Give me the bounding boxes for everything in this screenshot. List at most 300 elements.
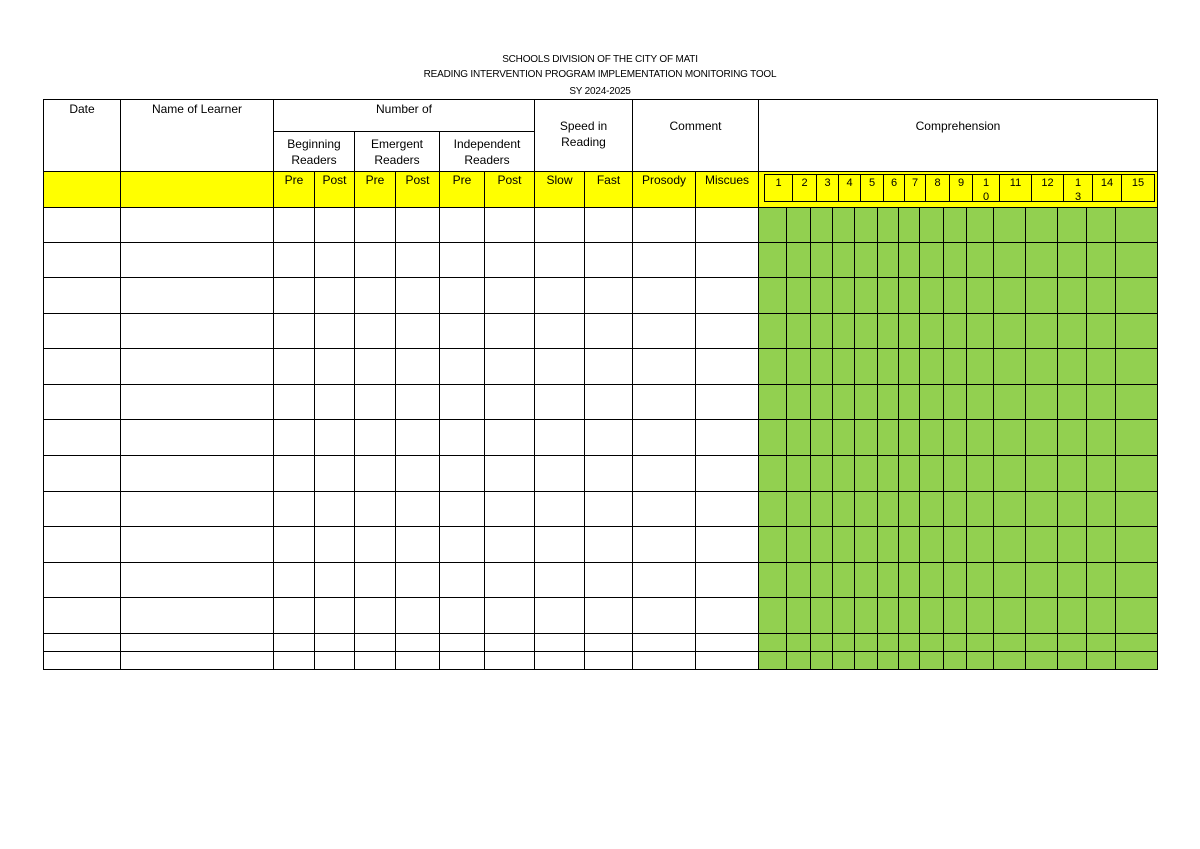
row-11-cell-8	[484, 562, 535, 598]
row-13-comprehension-7	[898, 633, 920, 652]
row-13-cell-2	[120, 633, 274, 652]
row-8-comprehension-12	[1025, 455, 1058, 492]
row-2-cell-6	[395, 242, 440, 278]
row-11-cell-4	[314, 562, 355, 598]
row-4-comprehension-8	[919, 313, 944, 349]
row-8-comprehension-1	[758, 455, 787, 492]
row-1-comprehension-8	[919, 207, 944, 243]
row-11-comprehension-9	[943, 562, 967, 598]
row-5-cell-11	[632, 348, 696, 385]
row-14-cell-11	[632, 651, 696, 670]
row-8-comprehension-8	[919, 455, 944, 492]
row-1-cell-4	[314, 207, 355, 243]
miscues-label: Miscues	[695, 171, 759, 208]
row-14-cell-9	[534, 651, 585, 670]
row-6-cell-8	[484, 384, 535, 420]
row-3-cell-7	[439, 277, 485, 314]
row-14-comprehension-15	[1115, 651, 1158, 670]
row-13-comprehension-9	[943, 633, 967, 652]
row-10-comprehension-2	[786, 526, 811, 563]
row-9-comprehension-2	[786, 491, 811, 527]
row-12-cell-12	[695, 597, 759, 634]
row-13-cell-4	[314, 633, 355, 652]
row-9-cell-8	[484, 491, 535, 527]
row-12-cell-1	[43, 597, 121, 634]
date-subheader	[43, 171, 121, 208]
row-13-comprehension-5	[854, 633, 878, 652]
row-12-comprehension-6	[877, 597, 899, 634]
row-14-comprehension-5	[854, 651, 878, 670]
row-14-comprehension-12	[1025, 651, 1058, 670]
comprehension-item-13: 1 3	[1063, 174, 1093, 202]
row-10-comprehension-10	[966, 526, 994, 563]
row-3-comprehension-10	[966, 277, 994, 314]
emergent-readers-header: Emergent Readers	[354, 131, 440, 172]
row-6-comprehension-6	[877, 384, 899, 420]
row-7-cell-9	[534, 419, 585, 456]
row-8-cell-4	[314, 455, 355, 492]
row-9-cell-4	[314, 491, 355, 527]
row-8-comprehension-14	[1086, 455, 1116, 492]
row-7-cell-10	[584, 419, 633, 456]
row-12-comprehension-12	[1025, 597, 1058, 634]
row-13-comprehension-2	[786, 633, 811, 652]
row-5-comprehension-3	[810, 348, 833, 385]
row-13-comprehension-3	[810, 633, 833, 652]
row-3-cell-1	[43, 277, 121, 314]
comprehension-item-8: 8	[925, 174, 950, 202]
row-1-comprehension-6	[877, 207, 899, 243]
row-6-cell-6	[395, 384, 440, 420]
row-11-cell-1	[43, 562, 121, 598]
row-5-cell-5	[354, 348, 396, 385]
row-3-cell-5	[354, 277, 396, 314]
number-of-header: Number of	[273, 99, 535, 132]
row-6-comprehension-5	[854, 384, 878, 420]
row-5-comprehension-5	[854, 348, 878, 385]
learner-subheader	[120, 171, 274, 208]
row-5-cell-8	[484, 348, 535, 385]
row-14-cell-10	[584, 651, 633, 670]
row-4-cell-12	[695, 313, 759, 349]
row-12-cell-9	[534, 597, 585, 634]
row-12-comprehension-10	[966, 597, 994, 634]
row-5-comprehension-9	[943, 348, 967, 385]
learner-header: Name of Learner	[120, 99, 274, 172]
row-7-cell-8	[484, 419, 535, 456]
row-10-cell-9	[534, 526, 585, 563]
row-4-comprehension-15	[1115, 313, 1158, 349]
row-8-comprehension-15	[1115, 455, 1158, 492]
row-3-cell-4	[314, 277, 355, 314]
row-14-comprehension-7	[898, 651, 920, 670]
row-8-comprehension-7	[898, 455, 920, 492]
row-2-cell-3	[273, 242, 315, 278]
row-4-cell-5	[354, 313, 396, 349]
row-14-comprehension-2	[786, 651, 811, 670]
row-3-comprehension-12	[1025, 277, 1058, 314]
row-9-comprehension-8	[919, 491, 944, 527]
row-4-cell-11	[632, 313, 696, 349]
row-11-comprehension-12	[1025, 562, 1058, 598]
independent-readers-header: Independent Readers	[439, 131, 535, 172]
row-6-comprehension-2	[786, 384, 811, 420]
row-3-comprehension-6	[877, 277, 899, 314]
comprehension-item-9: 9	[949, 174, 973, 202]
row-4-cell-7	[439, 313, 485, 349]
row-6-comprehension-4	[832, 384, 855, 420]
row-14-cell-1	[43, 651, 121, 670]
row-13-comprehension-8	[919, 633, 944, 652]
row-2-comprehension-11	[993, 242, 1026, 278]
row-11-comprehension-3	[810, 562, 833, 598]
row-10-cell-10	[584, 526, 633, 563]
row-6-cell-2	[120, 384, 274, 420]
row-11-comprehension-10	[966, 562, 994, 598]
row-5-comprehension-8	[919, 348, 944, 385]
row-12-comprehension-11	[993, 597, 1026, 634]
row-8-comprehension-3	[810, 455, 833, 492]
row-4-comprehension-1	[758, 313, 787, 349]
beginning-readers-header: Beginning Readers	[273, 131, 355, 172]
row-7-cell-2	[120, 419, 274, 456]
row-1-cell-10	[584, 207, 633, 243]
row-7-cell-12	[695, 419, 759, 456]
row-5-comprehension-4	[832, 348, 855, 385]
row-8-cell-11	[632, 455, 696, 492]
row-1-cell-12	[695, 207, 759, 243]
row-9-cell-2	[120, 491, 274, 527]
row-1-comprehension-11	[993, 207, 1026, 243]
row-1-comprehension-12	[1025, 207, 1058, 243]
row-6-comprehension-15	[1115, 384, 1158, 420]
row-8-cell-6	[395, 455, 440, 492]
row-12-comprehension-3	[810, 597, 833, 634]
row-8-cell-8	[484, 455, 535, 492]
row-13-cell-9	[534, 633, 585, 652]
row-8-cell-7	[439, 455, 485, 492]
row-5-cell-10	[584, 348, 633, 385]
row-6-cell-9	[534, 384, 585, 420]
speed-in-reading-header: Speed in Reading	[534, 99, 633, 172]
row-5-comprehension-6	[877, 348, 899, 385]
row-9-cell-9	[534, 491, 585, 527]
row-11-comprehension-14	[1086, 562, 1116, 598]
row-12-cell-6	[395, 597, 440, 634]
row-13-cell-3	[273, 633, 315, 652]
row-5-comprehension-10	[966, 348, 994, 385]
row-3-comprehension-14	[1086, 277, 1116, 314]
row-7-cell-11	[632, 419, 696, 456]
row-13-comprehension-15	[1115, 633, 1158, 652]
row-14-cell-12	[695, 651, 759, 670]
row-2-cell-8	[484, 242, 535, 278]
row-10-comprehension-6	[877, 526, 899, 563]
row-7-comprehension-11	[993, 419, 1026, 456]
row-4-comprehension-6	[877, 313, 899, 349]
row-1-cell-5	[354, 207, 396, 243]
row-7-cell-6	[395, 419, 440, 456]
row-10-comprehension-11	[993, 526, 1026, 563]
row-5-cell-6	[395, 348, 440, 385]
row-12-cell-11	[632, 597, 696, 634]
row-6-comprehension-7	[898, 384, 920, 420]
row-5-comprehension-11	[993, 348, 1026, 385]
row-9-comprehension-12	[1025, 491, 1058, 527]
row-5-comprehension-13	[1057, 348, 1087, 385]
row-8-cell-3	[273, 455, 315, 492]
row-7-cell-3	[273, 419, 315, 456]
row-9-comprehension-14	[1086, 491, 1116, 527]
row-9-cell-6	[395, 491, 440, 527]
comprehension-item-11: 11	[999, 174, 1032, 202]
row-1-comprehension-7	[898, 207, 920, 243]
row-2-cell-11	[632, 242, 696, 278]
row-3-cell-11	[632, 277, 696, 314]
row-5-cell-4	[314, 348, 355, 385]
row-2-comprehension-3	[810, 242, 833, 278]
row-1-cell-8	[484, 207, 535, 243]
row-9-comprehension-11	[993, 491, 1026, 527]
row-7-comprehension-1	[758, 419, 787, 456]
row-4-comprehension-10	[966, 313, 994, 349]
row-12-cell-10	[584, 597, 633, 634]
row-3-cell-2	[120, 277, 274, 314]
row-6-cell-1	[43, 384, 121, 420]
row-9-comprehension-7	[898, 491, 920, 527]
row-11-comprehension-15	[1115, 562, 1158, 598]
row-3-comprehension-8	[919, 277, 944, 314]
row-14-comprehension-9	[943, 651, 967, 670]
row-12-cell-5	[354, 597, 396, 634]
row-14-comprehension-11	[993, 651, 1026, 670]
row-7-cell-7	[439, 419, 485, 456]
row-13-comprehension-6	[877, 633, 899, 652]
row-7-comprehension-13	[1057, 419, 1087, 456]
comprehension-item-4: 4	[838, 174, 861, 202]
row-1-comprehension-10	[966, 207, 994, 243]
row-13-cell-8	[484, 633, 535, 652]
row-11-cell-10	[584, 562, 633, 598]
row-3-cell-12	[695, 277, 759, 314]
row-8-cell-12	[695, 455, 759, 492]
row-4-comprehension-7	[898, 313, 920, 349]
row-11-comprehension-1	[758, 562, 787, 598]
row-5-comprehension-12	[1025, 348, 1058, 385]
comprehension-item-1: 1	[764, 174, 793, 202]
row-1-comprehension-4	[832, 207, 855, 243]
row-4-comprehension-13	[1057, 313, 1087, 349]
row-6-cell-10	[584, 384, 633, 420]
row-3-cell-10	[584, 277, 633, 314]
row-6-comprehension-10	[966, 384, 994, 420]
row-2-comprehension-6	[877, 242, 899, 278]
row-4-cell-6	[395, 313, 440, 349]
comprehension-item-6: 6	[883, 174, 905, 202]
row-10-cell-3	[273, 526, 315, 563]
row-8-comprehension-5	[854, 455, 878, 492]
comprehension-item-14: 14	[1092, 174, 1122, 202]
row-11-comprehension-7	[898, 562, 920, 598]
row-1-cell-9	[534, 207, 585, 243]
row-10-comprehension-15	[1115, 526, 1158, 563]
beginning-pre-label: Pre	[273, 171, 315, 208]
row-1-comprehension-15	[1115, 207, 1158, 243]
row-4-cell-8	[484, 313, 535, 349]
row-5-cell-12	[695, 348, 759, 385]
emergent-pre-label: Pre	[354, 171, 396, 208]
row-7-comprehension-4	[832, 419, 855, 456]
row-10-comprehension-1	[758, 526, 787, 563]
row-4-comprehension-12	[1025, 313, 1058, 349]
row-3-cell-8	[484, 277, 535, 314]
row-4-comprehension-2	[786, 313, 811, 349]
row-9-comprehension-10	[966, 491, 994, 527]
row-8-comprehension-13	[1057, 455, 1087, 492]
row-3-cell-6	[395, 277, 440, 314]
row-4-comprehension-4	[832, 313, 855, 349]
row-13-comprehension-13	[1057, 633, 1087, 652]
row-13-comprehension-10	[966, 633, 994, 652]
row-6-cell-11	[632, 384, 696, 420]
row-3-comprehension-3	[810, 277, 833, 314]
row-6-cell-7	[439, 384, 485, 420]
row-10-comprehension-8	[919, 526, 944, 563]
row-8-cell-5	[354, 455, 396, 492]
comprehension-header: Comprehension	[758, 99, 1158, 172]
row-4-comprehension-3	[810, 313, 833, 349]
row-2-comprehension-4	[832, 242, 855, 278]
row-11-comprehension-6	[877, 562, 899, 598]
row-9-cell-12	[695, 491, 759, 527]
row-6-cell-12	[695, 384, 759, 420]
row-13-cell-10	[584, 633, 633, 652]
row-8-comprehension-2	[786, 455, 811, 492]
row-10-cell-4	[314, 526, 355, 563]
row-11-cell-5	[354, 562, 396, 598]
row-14-cell-3	[273, 651, 315, 670]
row-13-cell-5	[354, 633, 396, 652]
row-12-cell-8	[484, 597, 535, 634]
row-8-comprehension-11	[993, 455, 1026, 492]
row-10-cell-11	[632, 526, 696, 563]
row-10-cell-5	[354, 526, 396, 563]
row-14-comprehension-3	[810, 651, 833, 670]
division-title: SCHOOLS DIVISION OF THE CITY OF MATI	[502, 54, 698, 65]
row-8-cell-9	[534, 455, 585, 492]
comment-header: Comment	[632, 99, 759, 172]
row-13-comprehension-14	[1086, 633, 1116, 652]
row-6-comprehension-12	[1025, 384, 1058, 420]
row-2-comprehension-1	[758, 242, 787, 278]
row-8-comprehension-4	[832, 455, 855, 492]
row-4-comprehension-14	[1086, 313, 1116, 349]
comprehension-item-3: 3	[816, 174, 839, 202]
row-9-comprehension-1	[758, 491, 787, 527]
comprehension-item-12: 12	[1031, 174, 1064, 202]
row-7-comprehension-10	[966, 419, 994, 456]
row-14-cell-6	[395, 651, 440, 670]
row-12-cell-2	[120, 597, 274, 634]
row-3-comprehension-4	[832, 277, 855, 314]
row-3-cell-9	[534, 277, 585, 314]
row-3-comprehension-1	[758, 277, 787, 314]
row-11-comprehension-8	[919, 562, 944, 598]
row-1-comprehension-13	[1057, 207, 1087, 243]
row-1-cell-2	[120, 207, 274, 243]
row-4-cell-10	[584, 313, 633, 349]
row-9-cell-11	[632, 491, 696, 527]
row-11-cell-6	[395, 562, 440, 598]
row-9-cell-5	[354, 491, 396, 527]
row-12-cell-7	[439, 597, 485, 634]
row-2-comprehension-10	[966, 242, 994, 278]
row-1-cell-3	[273, 207, 315, 243]
row-9-comprehension-4	[832, 491, 855, 527]
row-4-cell-4	[314, 313, 355, 349]
row-9-comprehension-15	[1115, 491, 1158, 527]
row-12-comprehension-1	[758, 597, 787, 634]
row-7-comprehension-5	[854, 419, 878, 456]
row-13-cell-12	[695, 633, 759, 652]
row-2-cell-9	[534, 242, 585, 278]
row-9-cell-10	[584, 491, 633, 527]
row-1-comprehension-9	[943, 207, 967, 243]
row-13-comprehension-4	[832, 633, 855, 652]
row-2-comprehension-7	[898, 242, 920, 278]
row-1-comprehension-14	[1086, 207, 1116, 243]
comprehension-item-15: 15	[1121, 174, 1155, 202]
row-13-comprehension-1	[758, 633, 787, 652]
row-10-comprehension-14	[1086, 526, 1116, 563]
row-10-comprehension-13	[1057, 526, 1087, 563]
row-12-comprehension-15	[1115, 597, 1158, 634]
row-3-cell-3	[273, 277, 315, 314]
comprehension-item-5: 5	[860, 174, 884, 202]
row-11-cell-11	[632, 562, 696, 598]
row-7-comprehension-15	[1115, 419, 1158, 456]
row-7-comprehension-7	[898, 419, 920, 456]
row-13-cell-7	[439, 633, 485, 652]
row-6-comprehension-1	[758, 384, 787, 420]
row-8-comprehension-9	[943, 455, 967, 492]
row-1-cell-11	[632, 207, 696, 243]
row-8-comprehension-10	[966, 455, 994, 492]
row-8-cell-10	[584, 455, 633, 492]
row-4-cell-9	[534, 313, 585, 349]
row-11-cell-7	[439, 562, 485, 598]
row-2-comprehension-14	[1086, 242, 1116, 278]
row-1-comprehension-2	[786, 207, 811, 243]
row-11-comprehension-2	[786, 562, 811, 598]
row-10-comprehension-5	[854, 526, 878, 563]
row-14-comprehension-10	[966, 651, 994, 670]
row-5-cell-9	[534, 348, 585, 385]
row-4-cell-3	[273, 313, 315, 349]
row-11-cell-12	[695, 562, 759, 598]
row-6-comprehension-3	[810, 384, 833, 420]
row-7-comprehension-12	[1025, 419, 1058, 456]
tool-title: READING INTERVENTION PROGRAM IMPLEMENTATION MONITORING TOOL	[423, 69, 777, 80]
row-13-comprehension-12	[1025, 633, 1058, 652]
row-7-cell-1	[43, 419, 121, 456]
row-6-cell-5	[354, 384, 396, 420]
row-12-comprehension-13	[1057, 597, 1087, 634]
row-14-comprehension-13	[1057, 651, 1087, 670]
row-2-cell-4	[314, 242, 355, 278]
row-1-comprehension-5	[854, 207, 878, 243]
row-9-comprehension-9	[943, 491, 967, 527]
